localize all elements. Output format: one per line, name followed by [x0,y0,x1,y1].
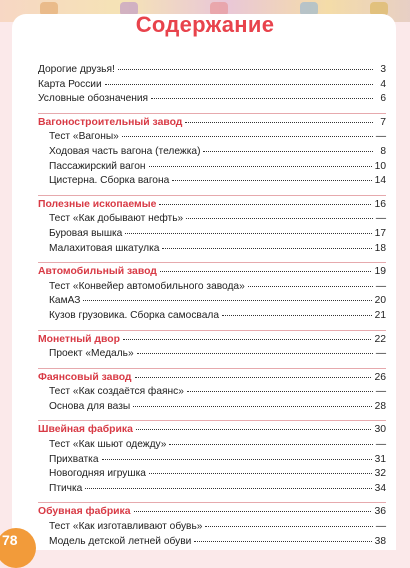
toc-entry[interactable] [38,243,386,258]
toc-entry[interactable] [38,386,386,401]
section-divider [38,262,386,263]
dot-leader [135,377,372,378]
dot-leader [122,136,373,137]
toc-entry[interactable] [38,295,386,310]
section-divider [38,420,386,421]
dot-leader [222,315,372,316]
toc-entry-page: 38 [374,535,386,547]
section-heading[interactable] [38,266,386,281]
toc-entry[interactable] [38,401,386,416]
toc-entry-page: 14 [374,175,386,187]
dot-leader [134,511,372,512]
toc-entry-page: — [375,439,386,451]
section-heading-page: 7 [380,116,386,128]
toc-entry[interactable] [38,93,386,108]
dot-leader [162,248,371,249]
toc-entry[interactable] [38,468,386,483]
section-divider [38,113,386,114]
toc-entry-label: Пассажирский вагон [49,160,146,172]
toc-entry-page: 4 [380,78,386,90]
toc-entry-label: Дорогие друзья! [38,64,115,75]
toc-entry-page: 17 [374,227,386,239]
dot-leader [185,122,373,123]
section-heading[interactable] [38,424,386,439]
toc-entry-label: Условные обозначения [38,93,149,105]
table-of-contents [38,64,386,550]
toc-entry[interactable] [38,439,386,454]
section-heading-page: 16 [374,198,386,210]
toc-entry-page: 31 [374,453,386,465]
section-heading-page: 26 [374,371,386,383]
section-heading-page: 22 [374,333,386,345]
dot-leader [105,84,373,85]
toc-entry-label: Тест «Как шьют одежду» [49,439,167,451]
toc-entry-page: — [375,213,386,225]
toc-entry-label: Кузов грузовика. Сборка самосвала [49,309,219,321]
dot-leader [203,151,373,152]
section-heading[interactable] [38,117,386,132]
toc-entry-label: Буровая вышка [49,227,123,239]
dot-leader [136,429,372,430]
toc-entry-label: Прихватка [49,453,99,465]
dot-leader [160,271,372,272]
toc-entry-page: 18 [374,242,386,254]
toc-entry-label: Карта России [38,78,102,90]
toc-entry[interactable] [38,64,386,79]
dot-leader [133,406,371,407]
dot-leader [123,339,371,340]
toc-entry-label: Тест «Как добывают нефть» [49,213,184,225]
toc-entry-page: — [375,386,386,398]
section-divider [38,368,386,369]
toc-entry-label: Тест «Вагоны» [49,131,119,143]
toc-entry-label: Проект «Медаль» [49,348,134,360]
toc-entry-label: КамАЗ [49,295,81,307]
dot-leader [172,180,371,181]
dot-leader [102,459,372,460]
toc-entry-label: Тест «Как изготавливают обувь» [49,521,203,533]
section-heading-page: 19 [374,266,386,278]
section-heading-label: Фаянсовый завод [38,371,132,383]
toc-entry[interactable] [38,536,386,551]
dot-leader [125,233,371,234]
toc-entry-page: — [375,280,386,292]
toc-entry-label: Птичка [49,482,83,494]
section-heading-page: 36 [374,506,386,518]
dot-leader [151,98,373,99]
toc-entry[interactable] [38,310,386,325]
section-heading[interactable] [38,506,386,521]
toc-entry-label: Модель детской летней обуви [49,535,192,547]
toc-entry-page: — [375,131,386,143]
toc-entry-page: 21 [374,309,386,321]
toc-entry[interactable] [38,175,386,190]
dot-leader [186,218,373,219]
toc-entry[interactable] [38,161,386,176]
section-heading[interactable] [38,334,386,349]
dot-leader [149,166,372,167]
toc-entry[interactable] [38,521,386,536]
dot-leader [118,69,373,70]
section-heading-label: Монетный двор [38,333,120,345]
toc-entry-page: 6 [380,93,386,105]
toc-entry-label: Новогодняя игрушка [49,468,146,480]
section-divider [38,195,386,196]
section-divider [38,330,386,331]
section-heading-label: Швейная фабрика [38,424,133,436]
toc-entry-page: — [375,348,386,360]
toc-entry[interactable] [38,281,386,296]
dot-leader [169,444,372,445]
toc-entry[interactable] [38,146,386,161]
section-heading[interactable] [38,372,386,387]
toc-entry-label: Ходовая часть вагона (тележка) [49,145,201,157]
toc-entry[interactable] [38,79,386,94]
toc-entry-label: Тест «Как создаётся фаянс» [49,386,184,398]
section-heading-label: Обувная фабрика [38,506,131,518]
dot-leader [137,353,373,354]
toc-entry[interactable] [38,228,386,243]
dot-leader [205,526,372,527]
dot-leader [248,286,373,287]
toc-entry-label: Цистерна. Сборка вагона [49,175,170,187]
page-title: Содержание [135,12,275,37]
dot-leader [83,300,371,301]
toc-entry[interactable] [38,454,386,469]
toc-entry-page: 3 [380,64,386,75]
dot-leader [149,473,372,474]
toc-entry-page: 32 [374,468,386,480]
toc-entry-page: 8 [380,145,386,157]
dot-leader [159,204,371,205]
section-heading-label: Автомобильный завод [38,266,157,278]
toc-entry-page: — [375,521,386,533]
section-heading-label: Полезные ископаемые [38,198,157,210]
toc-entry[interactable] [38,213,386,228]
dot-leader [194,541,371,542]
section-heading[interactable] [38,199,386,214]
page-number: 78 [2,532,18,548]
toc-entry-page: 28 [374,400,386,412]
toc-entry[interactable] [38,348,386,363]
toc-entry[interactable] [38,131,386,146]
toc-entry[interactable] [38,483,386,498]
toc-entry-label: Малахитовая шкатулка [49,242,160,254]
toc-entry-page: 20 [374,295,386,307]
toc-entry-page: 34 [374,482,386,494]
toc-entry-label: Тест «Конвейер автомобильного завода» [49,280,245,292]
section-heading-page: 30 [374,424,386,436]
dot-leader [187,391,373,392]
dot-leader [85,488,371,489]
toc-entry-page: 10 [374,160,386,172]
toc-entry-label: Основа для вазы [49,400,131,412]
section-divider [38,502,386,503]
section-heading-label: Вагоностроительный завод [38,116,183,128]
